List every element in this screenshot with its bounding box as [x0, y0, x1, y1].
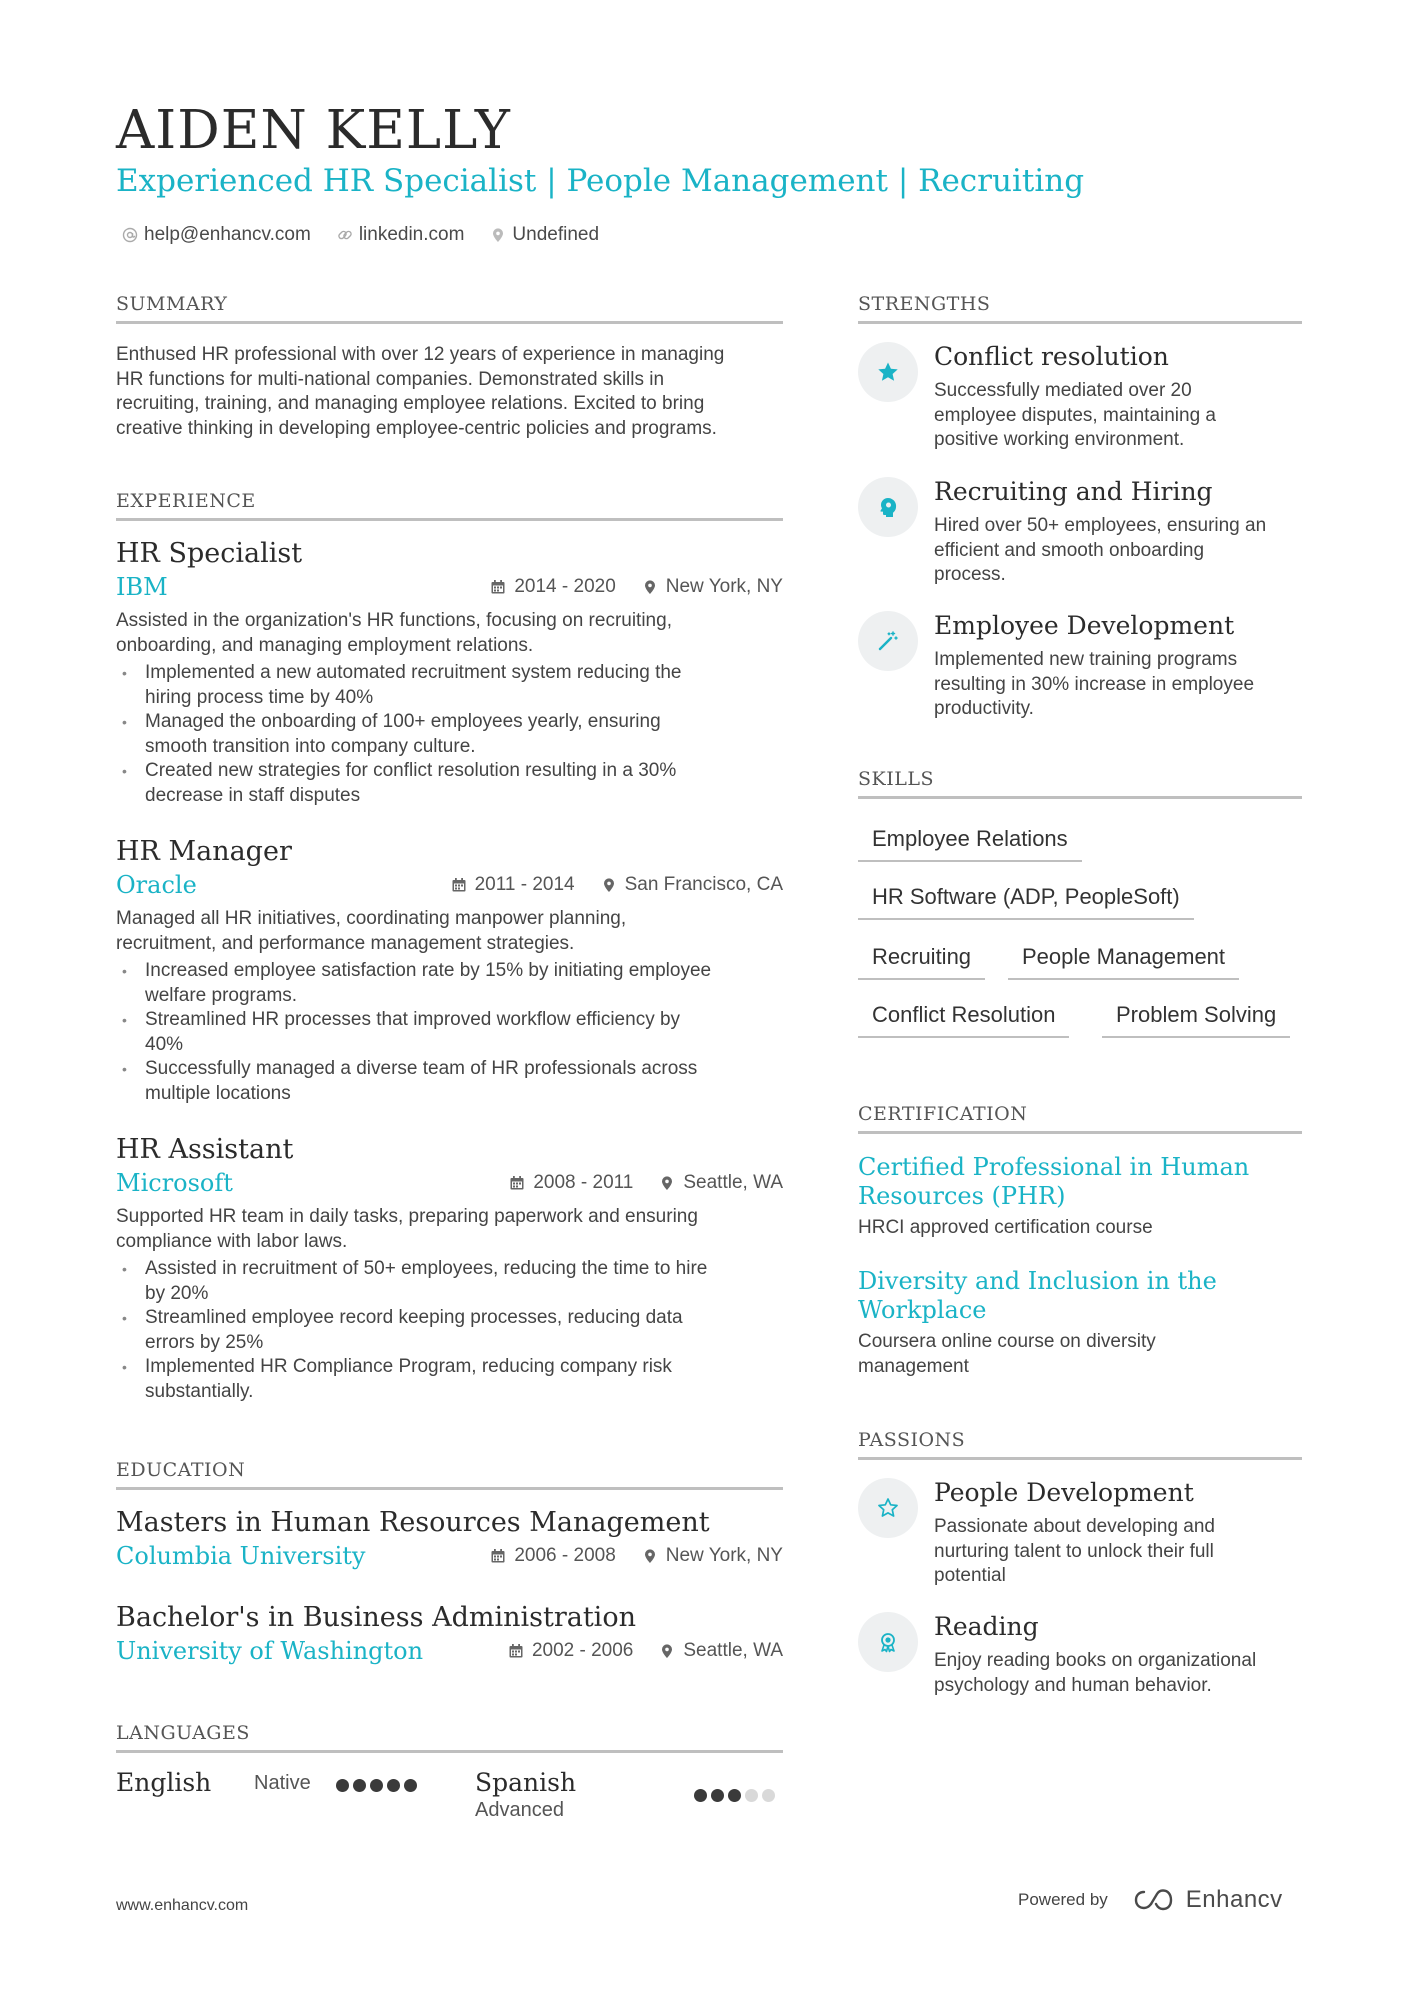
job-entry: [116, 1133, 783, 1404]
strengths-heading: STRENGTHS: [858, 293, 1302, 324]
bullet-line: • Implemented HR Compliance Program, reducing company risk: [145, 1356, 672, 1377]
map-pin-icon: [659, 1175, 675, 1191]
contact-linkedin-text: linkedin.com: [358, 224, 465, 245]
education-dates: [490, 1545, 615, 1567]
brand-logo[interactable]: [1132, 1886, 1283, 1914]
job-location-text: San Francisco, CA: [624, 874, 783, 895]
skill-tag: Conflict Resolution: [858, 1002, 1069, 1038]
job-bullet: [116, 1306, 783, 1355]
map-pin-icon: [642, 1548, 658, 1564]
strength-description-line: Hired over 50+ employees, ensuring an: [934, 515, 1267, 536]
job-bullet: [116, 759, 783, 808]
job-bullets: [116, 1257, 783, 1404]
bullet-line: • Assisted in recruitment of 50+ employees, reducing the time to hire: [145, 1258, 708, 1279]
rating-dot-filled: [336, 1779, 349, 1792]
job-dates-text: 2008 - 2011: [533, 1172, 634, 1193]
passions-heading: PASSIONS: [858, 1429, 1302, 1460]
rating-dot-empty: [762, 1789, 775, 1802]
enhancv-logo-icon: [1132, 1887, 1178, 1913]
bullet-line: hiring process time by 40%: [145, 686, 374, 708]
magic-wand-icon: [876, 629, 900, 653]
strength-description: [934, 514, 1302, 588]
rating-dot-filled: [387, 1779, 400, 1792]
job-description-line: compliance with labor laws.: [116, 1230, 348, 1252]
job-dates: [451, 874, 575, 896]
calendar-icon: [490, 1548, 506, 1564]
contact-email-text: help@enhancv.com: [144, 224, 311, 245]
contact-location: [490, 224, 599, 246]
strength-description-line: positive working environment.: [934, 429, 1185, 450]
passion-description: [934, 1515, 1302, 1589]
map-pin-icon: [601, 877, 617, 893]
calendar-icon: [490, 579, 506, 595]
bullet-line: • Created new strategies for conflict resolution resulting in a 30%: [145, 760, 677, 781]
rating-dot-filled: [728, 1789, 741, 1802]
star-outline-icon: [876, 1496, 900, 1520]
strength-description-line: employee disputes, maintaining a: [934, 404, 1217, 426]
skill-tag: HR Software (ADP, PeopleSoft): [858, 884, 1194, 920]
job-bullet: [116, 1257, 783, 1306]
bullet-line: • Implemented a new automated recruitment system reducing the: [145, 662, 682, 683]
star-icon: [876, 360, 900, 384]
strength-description: [934, 379, 1302, 453]
passion-title: Reading: [934, 1612, 1039, 1641]
at-icon: [122, 227, 138, 243]
job-description: [116, 609, 783, 658]
job-description: [116, 1205, 783, 1254]
footer-branding: [1018, 1886, 1283, 1914]
education-degree: Bachelor's in Business Administration: [116, 1602, 636, 1633]
strength-description-line: productivity.: [934, 698, 1034, 719]
job-role: HR Specialist: [116, 538, 303, 569]
skill-tag: People Management: [1008, 944, 1239, 980]
certification-heading: CERTIFICATION: [858, 1103, 1302, 1134]
contact-linkedin[interactable]: [337, 224, 465, 246]
job-dates-text: 2014 - 2020: [514, 576, 616, 597]
job-company: IBM: [116, 573, 168, 601]
job-location: [642, 576, 783, 598]
job-location: [659, 1172, 783, 1194]
certification-description-line: management: [858, 1355, 969, 1377]
head-icon: [876, 495, 900, 519]
strength-icon-circle: [858, 477, 918, 537]
certification-item: [858, 1153, 1302, 1241]
calendar-icon: [509, 1175, 525, 1191]
bullet-line: multiple locations: [145, 1082, 291, 1104]
strength-title: Recruiting and Hiring: [934, 477, 1213, 506]
education-school: University of Washington: [116, 1637, 424, 1665]
strength-description: [934, 648, 1302, 722]
candidate-title: Experienced HR Specialist | People Management | Recruiting: [116, 163, 1085, 199]
job-meta-row: [116, 573, 783, 601]
bullet-line: • Increased employee satisfaction rate by 15% by initiating employee: [145, 960, 712, 981]
calendar-icon: [508, 1643, 524, 1659]
map-pin-icon: [642, 579, 658, 595]
contact-email[interactable]: [122, 224, 311, 246]
education-location-text: Seattle, WA: [683, 1640, 783, 1661]
passion-description-line: potential: [934, 1565, 1006, 1586]
certification-title-line: Resources (PHR): [858, 1181, 1066, 1210]
job-dates: [490, 576, 615, 598]
certification-title-line: Diversity and Inclusion in the: [858, 1267, 1217, 1295]
language-name: English: [116, 1768, 212, 1797]
skill-tag: Problem Solving: [1102, 1002, 1290, 1038]
bullet-line: smooth transition into company culture.: [145, 735, 476, 757]
powered-by-label: Powered by: [1018, 1890, 1108, 1909]
summary-line: creative thinking in developing employee-centric policies and programs.: [116, 417, 717, 439]
language-level: Advanced: [475, 1799, 564, 1821]
job-bullet: [116, 1355, 783, 1404]
education-entry: [116, 1601, 783, 1665]
rating-dot-empty: [745, 1789, 758, 1802]
language-rating: [694, 1789, 775, 1802]
summary-line: Enthused HR professional with over 12 years of experience in managing: [116, 344, 725, 365]
bullet-line: • Streamlined employee record keeping processes, reducing data: [145, 1307, 683, 1328]
map-pin-icon: [490, 227, 506, 243]
bullet-line: errors by 25%: [145, 1331, 264, 1353]
certification-description: [858, 1216, 1302, 1241]
education-dates: [508, 1640, 633, 1662]
bullet-line: • Streamlined HR processes that improved workflow efficiency by: [145, 1009, 681, 1030]
education-meta: [508, 1640, 783, 1662]
job-meta: [509, 1172, 783, 1194]
education-school: Columbia University: [116, 1542, 366, 1570]
job-bullet: [116, 959, 783, 1008]
bullet-line: decrease in staff disputes: [145, 784, 361, 806]
job-bullet: [116, 1057, 783, 1106]
job-description: [116, 907, 783, 956]
bullet-line: 40%: [145, 1033, 184, 1055]
summary-line: recruiting, training, and managing employee relations. Excited to bring: [116, 393, 705, 414]
strength-description-line: resulting in 30% increase in employee: [934, 673, 1255, 695]
job-meta: [490, 576, 783, 598]
rating-dot-filled: [370, 1779, 383, 1792]
calendar-icon: [451, 877, 467, 893]
bullet-line: • Managed the onboarding of 100+ employees yearly, ensuring: [145, 711, 661, 732]
job-description-line: Supported HR team in daily tasks, preparing paperwork and ensuring: [116, 1206, 698, 1227]
strength-icon-circle: [858, 342, 918, 402]
job-bullet: [116, 1008, 783, 1057]
map-pin-icon: [659, 1643, 675, 1659]
summary-heading: SUMMARY: [116, 293, 783, 324]
summary-line: HR functions for multi-national companies. Demonstrated skills in: [116, 368, 665, 390]
languages-heading: LANGUAGES: [116, 1722, 783, 1753]
passion-description: [934, 1649, 1302, 1698]
bullet-line: welfare programs.: [145, 984, 298, 1006]
job-role: HR Assistant: [116, 1134, 294, 1165]
education-location: [642, 1545, 783, 1567]
education-meta-row: [116, 1637, 783, 1665]
passion-description-line: Passionate about developing and: [934, 1516, 1216, 1537]
education-dates-text: 2006 - 2008: [514, 1545, 616, 1566]
certification-title-line: Certified Professional in Human: [858, 1153, 1250, 1181]
rating-dot-filled: [404, 1779, 417, 1792]
education-meta: [490, 1545, 783, 1567]
summary-text: [116, 343, 783, 441]
bullet-line: • Successfully managed a diverse team of HR professionals across: [145, 1058, 698, 1079]
contact-location-text: Undefined: [512, 224, 600, 245]
job-meta-row: [116, 1169, 783, 1197]
strength-description-line: Implemented new training programs: [934, 649, 1238, 670]
certification-description-line: HRCI approved certification course: [858, 1217, 1153, 1238]
candidate-name: AIDEN KELLY: [116, 100, 511, 161]
strength-icon-circle: [858, 611, 918, 671]
passion-title: People Development: [934, 1478, 1194, 1507]
bullet-line: by 20%: [145, 1282, 209, 1304]
bullet-line: substantially.: [145, 1380, 254, 1402]
skill-tag: Employee Relations: [858, 826, 1082, 862]
skill-tag: Recruiting: [858, 944, 985, 980]
education-meta-row: [116, 1542, 783, 1570]
language-name: Spanish: [475, 1768, 577, 1797]
education-location: [659, 1640, 783, 1662]
job-location-text: Seattle, WA: [683, 1172, 783, 1193]
job-bullet: [116, 661, 783, 710]
job-bullets: [116, 959, 783, 1106]
rating-dot-filled: [353, 1779, 366, 1792]
job-meta: [451, 874, 783, 896]
job-description-line: Assisted in the organization's HR functions, focusing on recruiting,: [116, 610, 672, 631]
job-bullets: [116, 661, 783, 808]
job-company: Microsoft: [116, 1169, 233, 1197]
certification-title: [858, 1267, 1302, 1324]
rating-dot-filled: [711, 1789, 724, 1802]
job-company: Oracle: [116, 871, 197, 899]
job-entry: [116, 835, 783, 1106]
job-location: [601, 874, 783, 896]
language-rating: [336, 1779, 417, 1792]
job-description-line: onboarding, and managing employment relations.: [116, 634, 534, 656]
strength-description-line: process.: [934, 564, 1006, 585]
job-bullet: [116, 710, 783, 759]
experience-heading: EXPERIENCE: [116, 490, 783, 521]
education-heading: EDUCATION: [116, 1459, 783, 1490]
strength-title: Conflict resolution: [934, 342, 1169, 371]
certification-description-line: Coursera online course on diversity: [858, 1331, 1156, 1352]
job-meta-row: [116, 871, 783, 899]
education-dates-text: 2002 - 2006: [531, 1640, 634, 1661]
award-icon: [876, 1630, 900, 1654]
passion-description-line: psychology and human behavior.: [934, 1674, 1212, 1696]
passion-description-line: Enjoy reading books on organizational: [934, 1650, 1257, 1671]
education-entry: [116, 1506, 783, 1570]
language-level: Native: [254, 1772, 311, 1794]
education-degree: Masters in Human Resources Management: [116, 1507, 710, 1538]
strength-description-line: Successfully mediated over 20: [934, 380, 1192, 401]
rating-dot-filled: [694, 1789, 707, 1802]
strength-title: Employee Development: [934, 611, 1235, 640]
job-entry: [116, 537, 783, 808]
certification-title-line: Workplace: [858, 1295, 987, 1324]
job-dates: [509, 1172, 633, 1194]
brand-name: Enhancv: [1185, 1886, 1283, 1913]
passion-icon-circle: [858, 1612, 918, 1672]
link-icon: [337, 227, 353, 243]
job-description-line: recruitment, and performance management strategies.: [116, 932, 575, 954]
certification-item: [858, 1267, 1302, 1379]
job-location-text: New York, NY: [665, 576, 783, 597]
job-role: HR Manager: [116, 836, 292, 867]
contact-bar: [122, 224, 599, 246]
footer-website[interactable]: www.enhancv.com: [116, 1897, 249, 1914]
strength-description-line: efficient and smooth onboarding: [934, 539, 1205, 561]
education-location-text: New York, NY: [665, 1545, 783, 1566]
job-dates-text: 2011 - 2014: [474, 874, 575, 895]
passion-description-line: nurturing talent to unlock their full: [934, 1540, 1214, 1562]
passion-icon-circle: [858, 1478, 918, 1538]
job-description-line: Managed all HR initiatives, coordinating manpower planning,: [116, 908, 627, 929]
skills-heading: SKILLS: [858, 768, 1302, 799]
certification-description: [858, 1330, 1302, 1379]
certification-title: [858, 1153, 1302, 1210]
